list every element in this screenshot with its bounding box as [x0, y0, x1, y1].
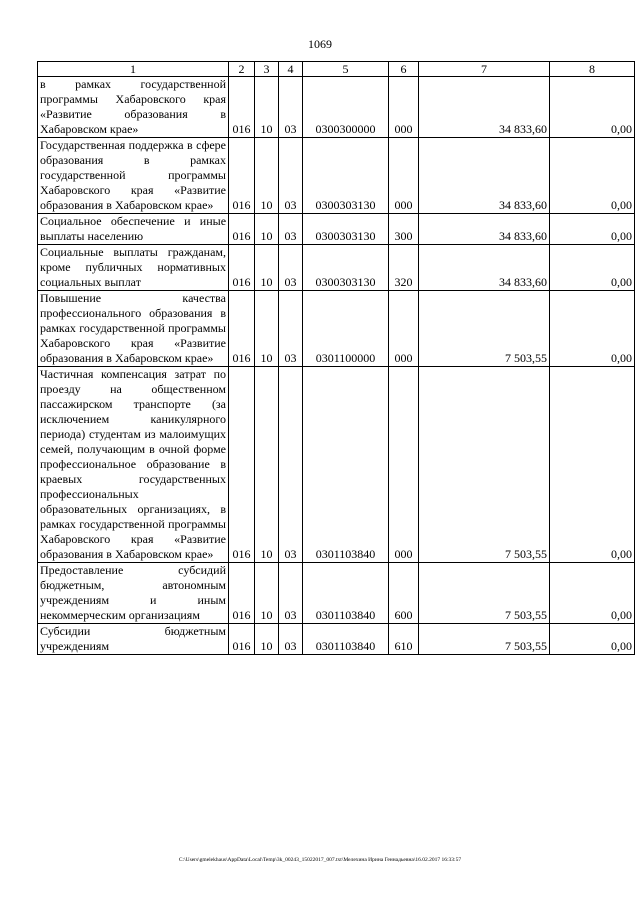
column-header: 1 [38, 62, 229, 77]
subsection-code-cell: 10 [255, 367, 279, 563]
column-header: 7 [419, 62, 550, 77]
description-line: государственной программы [79, 517, 226, 531]
section-code-cell: 016 [229, 367, 255, 563]
description-line: получающим в очной форме [77, 442, 226, 456]
item-code-cell: 03 [279, 563, 303, 624]
description-line: малоимущих семей, [40, 427, 226, 456]
target-item-cell: 0301103840 [303, 367, 389, 563]
subsection-code-cell: 10 [255, 291, 279, 367]
expense-type-cell: 610 [389, 624, 419, 655]
description-line: сфере образования в рамках [40, 138, 226, 167]
header-row [38, 62, 635, 77]
execution-amount-cell: 0,00 [550, 138, 635, 214]
target-item-cell: 0300303130 [303, 245, 389, 291]
column-header: 2 [229, 62, 255, 77]
description-line: нормативных социальных [40, 260, 226, 289]
target-item-cell: 0300303130 [303, 214, 389, 245]
description-line: крае» [184, 198, 214, 212]
execution-amount-cell: 0,00 [550, 367, 635, 563]
description-line: организациях, в рамках [40, 502, 227, 531]
description-line: крае» [184, 351, 214, 365]
table-row [38, 245, 635, 291]
subsection-code-cell: 10 [255, 214, 279, 245]
expense-type-cell: 320 [389, 245, 419, 291]
description-line: Социальные выплаты [40, 245, 158, 259]
amount-cell: 34 833,60 [419, 77, 550, 138]
amount-cell: 34 833,60 [419, 138, 550, 214]
description-line: учреждениям и иным [40, 593, 226, 607]
subsection-code-cell: 10 [255, 138, 279, 214]
item-code-cell: 03 [279, 138, 303, 214]
description-line: образования в рамках [40, 306, 227, 335]
expense-type-cell: 000 [389, 367, 419, 563]
budget-table [37, 61, 635, 655]
target-item-cell: 0301100000 [303, 291, 389, 367]
expense-type-cell: 000 [389, 138, 419, 214]
item-code-cell: 03 [279, 245, 303, 291]
description-line: периода) студентам из [40, 427, 156, 441]
description-line: организациям [128, 608, 200, 622]
section-code-cell: 016 [229, 214, 255, 245]
description-line: государственной программы [40, 168, 226, 182]
description-line: государственных [138, 472, 226, 486]
description-line: программы Хабаровского края [40, 92, 226, 106]
section-code-cell: 016 [229, 563, 255, 624]
description-line: Хабаровского края «Развитие [40, 336, 226, 350]
section-code-cell: 016 [229, 624, 255, 655]
subsection-code-cell: 10 [255, 624, 279, 655]
description-line: образования в Хабаровском [40, 547, 182, 561]
description-line: Повышение качества [40, 291, 226, 305]
amount-cell: 7 503,55 [419, 367, 550, 563]
description-line: учреждениям [40, 639, 110, 653]
item-code-cell: 03 [279, 367, 303, 563]
section-code-cell: 016 [229, 77, 255, 138]
table-row [38, 138, 635, 214]
table-row [38, 291, 635, 367]
description-cell [38, 624, 229, 655]
description-line: Хабаровском крае» [40, 122, 139, 136]
description-line: «Развитие образования в [40, 107, 226, 121]
expense-type-cell: 300 [389, 214, 419, 245]
amount-cell: 7 503,55 [419, 624, 550, 655]
column-header: 8 [550, 62, 635, 77]
description-line: государственной программы [79, 321, 226, 335]
section-code-cell: 016 [229, 245, 255, 291]
column-header: 3 [255, 62, 279, 77]
description-line: Частичная компенсация затрат [40, 367, 206, 381]
subsection-code-cell: 10 [255, 563, 279, 624]
file-path-footer: C:\Users\gmelekhaus\AppData\Local\Temp\3k_00243_15022017_007.txt\Мелехина Ирина Геннадьевна\16.02.2017 16:33:57 [178, 857, 462, 863]
description-line: образования в Хабаровском [40, 351, 182, 365]
description-line: Государственная поддержка в [40, 138, 193, 152]
target-item-cell: 0300303130 [303, 138, 389, 214]
description-line: Социальное обеспечение и [40, 214, 191, 228]
description-line: выплат [104, 275, 141, 289]
table-body [38, 77, 635, 655]
item-code-cell: 03 [279, 77, 303, 138]
description-line: Субсидии бюджетным [40, 624, 226, 638]
description-cell [38, 563, 229, 624]
column-header: 4 [279, 62, 303, 77]
description-line: профессиональных [40, 487, 139, 501]
description-line: профессионального [40, 306, 142, 320]
description-line: гражданам, кроме публичных [40, 245, 227, 274]
page-number: 1069 [308, 37, 332, 51]
execution-amount-cell: 0,00 [550, 77, 635, 138]
description-line: крае» [184, 547, 214, 561]
table-row [38, 214, 635, 245]
description-cell [38, 77, 229, 138]
expense-type-cell: 000 [389, 291, 419, 367]
expense-type-cell: 600 [389, 563, 419, 624]
target-item-cell: 0301103840 [303, 624, 389, 655]
amount-cell: 7 503,55 [419, 563, 550, 624]
execution-amount-cell: 0,00 [550, 245, 635, 291]
table-row [38, 77, 635, 138]
description-line: по проезду на общественном [40, 367, 226, 396]
amount-cell: 34 833,60 [419, 245, 550, 291]
execution-amount-cell: 0,00 [550, 214, 635, 245]
item-code-cell: 03 [279, 624, 303, 655]
description-line: образования в Хабаровском [40, 198, 182, 212]
target-item-cell: 0300300000 [303, 77, 389, 138]
description-line: иные выплаты населению [40, 214, 227, 243]
description-cell [38, 138, 229, 214]
description-line: пассажирском транспорте (за [40, 397, 226, 411]
table-row [38, 624, 635, 655]
description-line: исключением каникулярного [40, 412, 226, 426]
item-code-cell: 03 [279, 291, 303, 367]
execution-amount-cell: 0,00 [550, 563, 635, 624]
section-code-cell: 016 [229, 291, 255, 367]
execution-amount-cell: 0,00 [550, 291, 635, 367]
expense-type-cell: 000 [389, 77, 419, 138]
description-line: образовательных [40, 502, 128, 516]
item-code-cell: 03 [279, 214, 303, 245]
target-item-cell: 0301103840 [303, 563, 389, 624]
subsection-code-cell: 10 [255, 77, 279, 138]
column-header: 5 [303, 62, 389, 77]
description-line: в рамках государственной [40, 77, 226, 91]
description-cell [38, 291, 229, 367]
description-line: Хабаровского края «Развитие [40, 183, 226, 197]
subsection-code-cell: 10 [255, 245, 279, 291]
amount-cell: 7 503,55 [419, 291, 550, 367]
description-cell [38, 245, 229, 291]
table-row [38, 367, 635, 563]
description-line: бюджетным, автономным [40, 578, 226, 592]
description-cell [38, 214, 229, 245]
section-code-cell: 016 [229, 138, 255, 214]
description-cell [38, 367, 229, 563]
column-header: 6 [389, 62, 419, 77]
description-line: профессиональное [40, 457, 137, 471]
description-line: Предоставление субсидий [40, 563, 226, 577]
execution-amount-cell: 0,00 [550, 624, 635, 655]
table-row [38, 563, 635, 624]
description-line: Хабаровского края «Развитие [40, 532, 226, 546]
description-line: некоммерческим [40, 608, 126, 622]
amount-cell: 34 833,60 [419, 214, 550, 245]
description-line: образование в краевых [40, 457, 226, 486]
